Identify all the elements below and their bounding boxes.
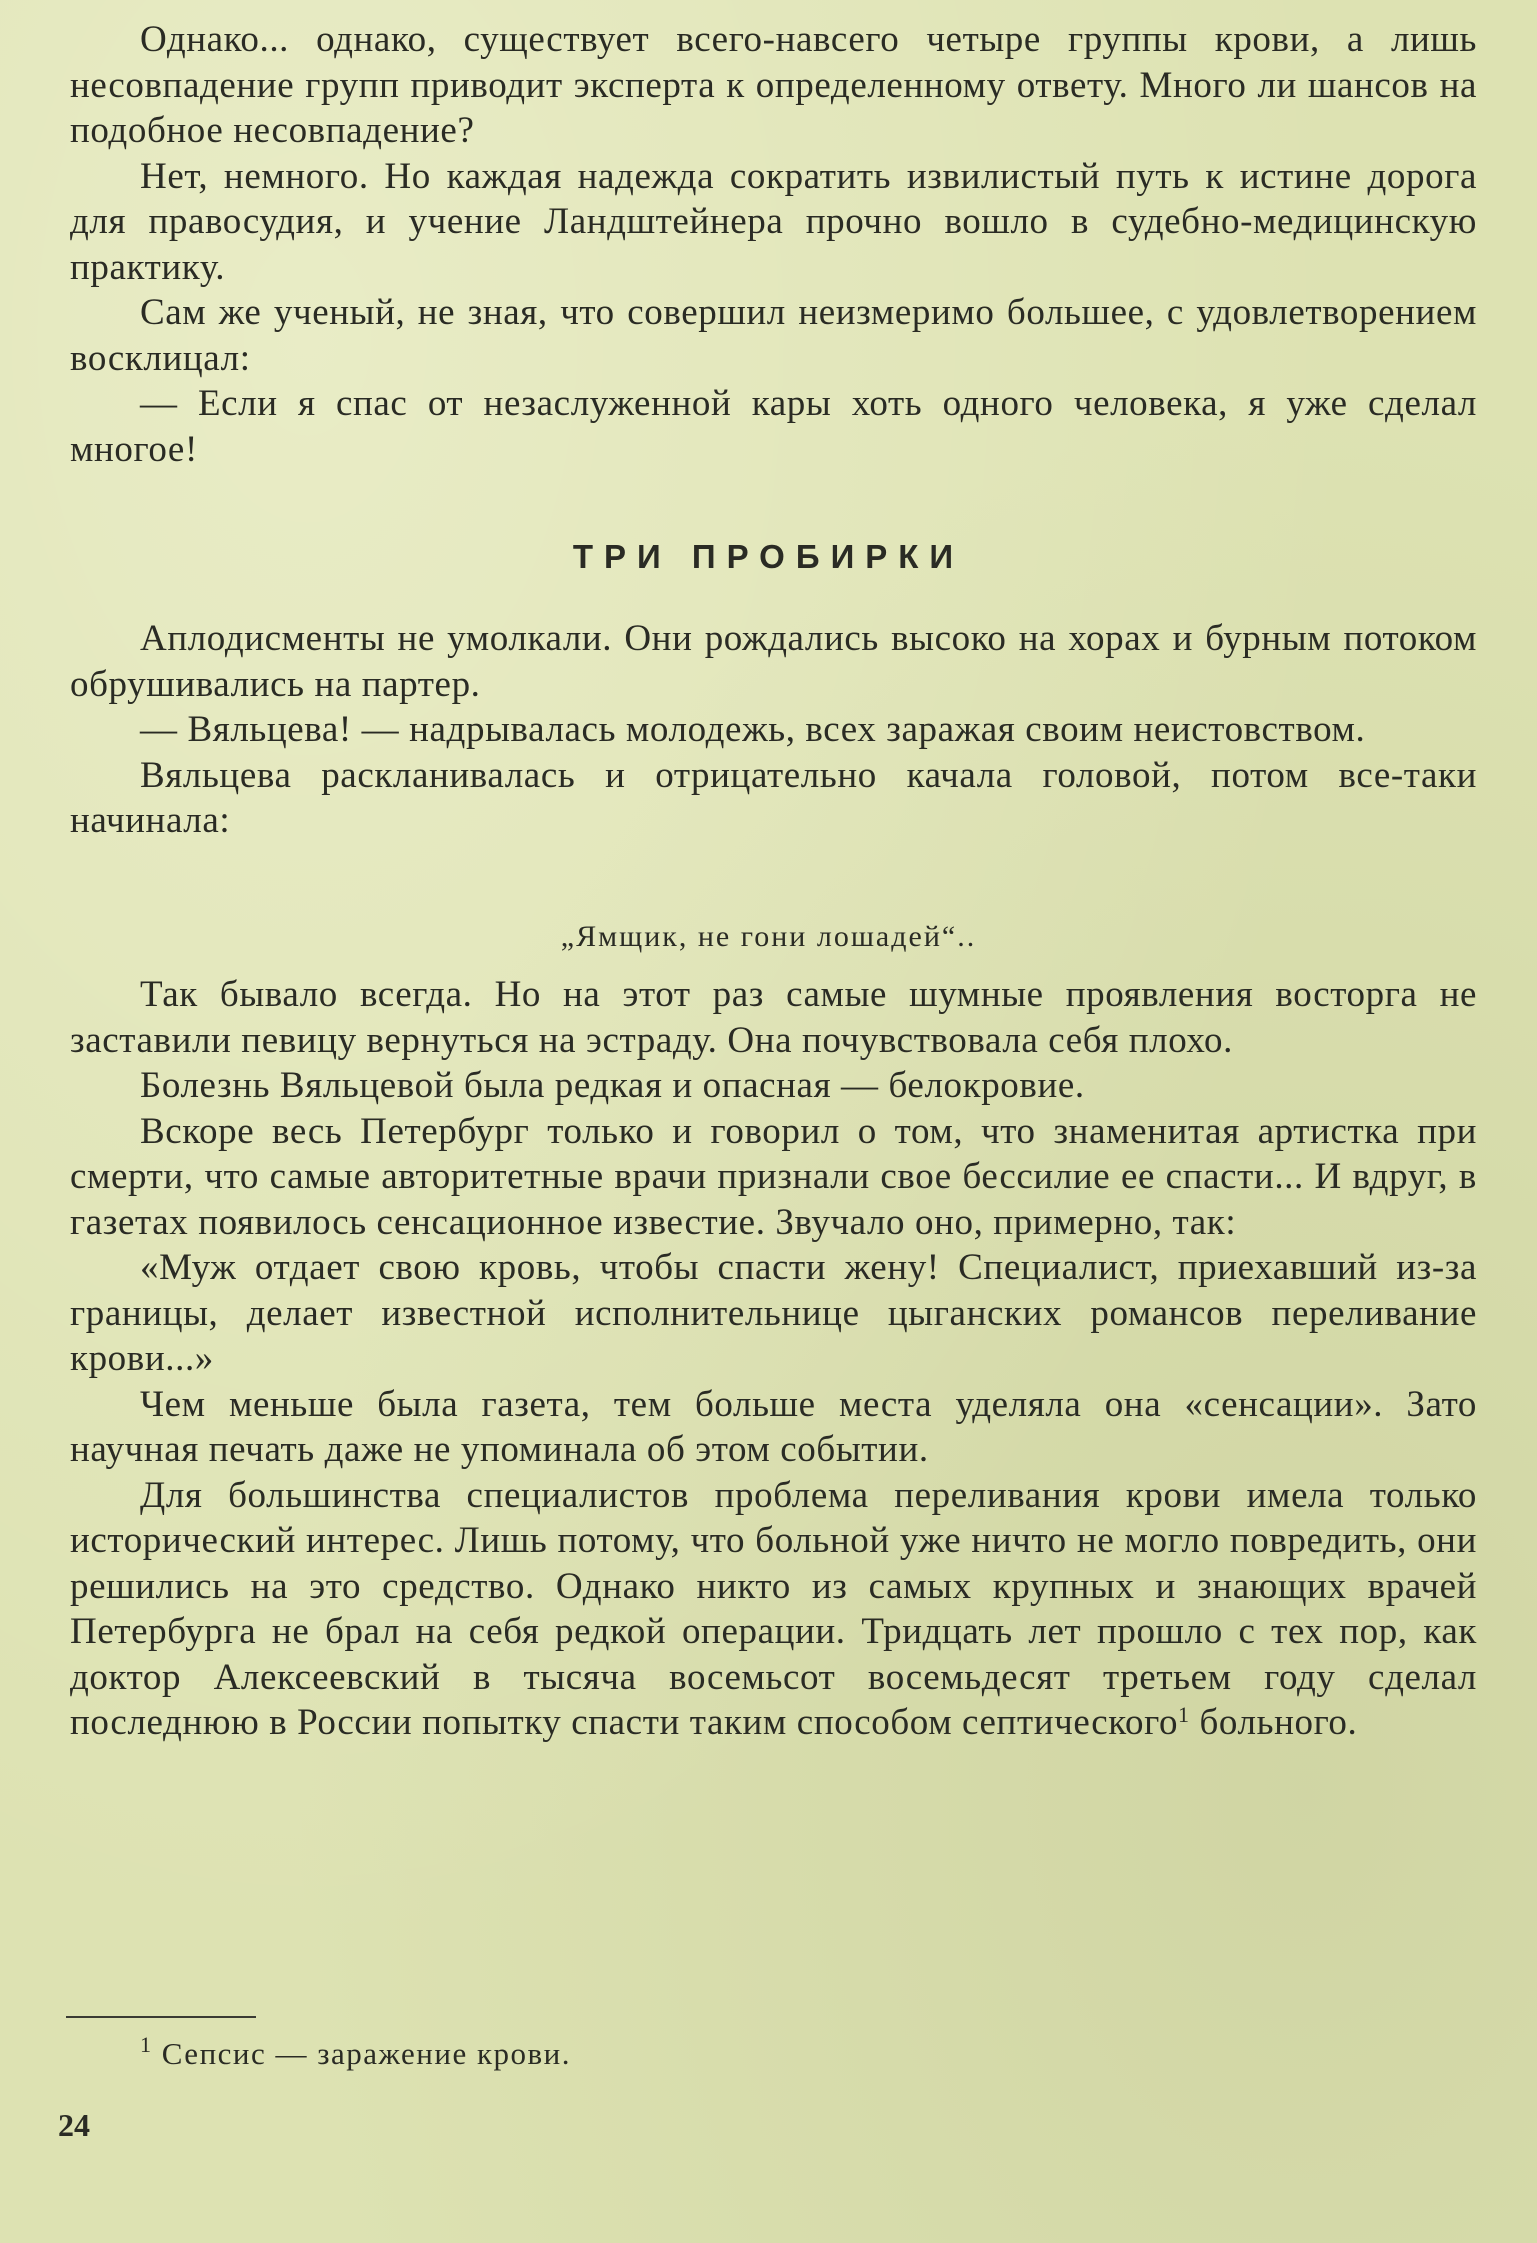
paragraph: — Вяльцева! — надрывалась молодежь, всех заражая своим неистовством.: [140, 709, 1366, 750]
paragraph: Сам же ученый, не зная, что совершил неизмеримо большее, с удовлетворением восклицал:: [70, 292, 1477, 379]
paragraph: Однако... однако, существует всего-навсего четыре группы крови, а лишь несовпадение групп приводит эксперта к определенному ответу. Много ли шансов на подобное несовпадение?: [70, 19, 1477, 151]
middle-text-block: [70, 616, 1477, 844]
song-epigraph: „Ямщик, не гони лошадей“..: [560, 920, 977, 953]
paragraph: Чем меньше была газета, тем больше места уделяла она «сенсации». Зато научная печать даже не упоминала об этом событии.: [70, 1383, 1477, 1470]
paragraph: Так бывало всегда. Но на этот раз самые шумные проявления восторга не заставили певицу вернуться на эстраду. Она почувствовала себя плохо.: [70, 974, 1477, 1061]
paragraph: Болезнь Вяльцевой была редкая и опасная — белокровие.: [140, 1065, 1085, 1106]
footnote-text: Сепсис — заражение крови.: [161, 2036, 572, 2071]
footnote-divider: [66, 2016, 256, 2018]
paragraph-text: Для большинства специалистов проблема переливания крови имела только исторический интерес. Лишь потому, что больной уже ничто не могло повредить, они решились на это средство. Однако никто из самых крупных и знающих врачей Петербурга не брал на себя редкой операции. Тридцать лет прошло с тех пор, как доктор Алексеевский в тысяча восемьсот восемьдесят третьем году сделал последнюю в России попытку спасти таким способом септического: [70, 1474, 1477, 1743]
footnote-marker: 1: [140, 2032, 153, 2057]
top-text-block: [70, 17, 1477, 472]
paragraph: Вскоре весь Петербург только и говорил о том, что знаменитая артистка при смерти, что самые авторитетные врачи признали свое бессилие ее спасти... И вдруг, в газетах появилось сенсационное известие. Звучало оно, примерно, так:: [70, 1110, 1477, 1243]
footnote: [140, 2032, 572, 2072]
paragraph: Вяльцева раскланивалась и отрицательно качала головой, потом все-таки начинала:: [70, 754, 1477, 841]
page-number: 24: [58, 2107, 90, 2143]
paragraph: — Если я спас от незаслуженной кары хоть одного человека, я уже сделал многое!: [70, 383, 1477, 470]
section-title: ТРИ ПРОБИРКИ: [572, 538, 965, 575]
bottom-text-block: [70, 972, 1477, 1746]
footnote-reference: 1: [1178, 1702, 1190, 1727]
paragraph-text-end: больного.: [1189, 1702, 1358, 1743]
paragraph-with-footnote: [70, 1473, 1477, 1746]
paragraph: Нет, немного. Но каждая надежда сократить извилистый путь к истине дорога для правосудия, и учение Ландштейнера прочно вошло в судебно-медицинскую практику.: [70, 155, 1477, 288]
paragraph: Аплодисменты не умолкали. Они рождались высоко на хорах и бурным потоком обрушивались на партер.: [70, 618, 1477, 705]
paragraph: «Муж отдает свою кровь, чтобы спасти жену! Специалист, приехавший из-за границы, делает известной исполнительнице цыганских романсов переливание крови...»: [70, 1247, 1477, 1379]
